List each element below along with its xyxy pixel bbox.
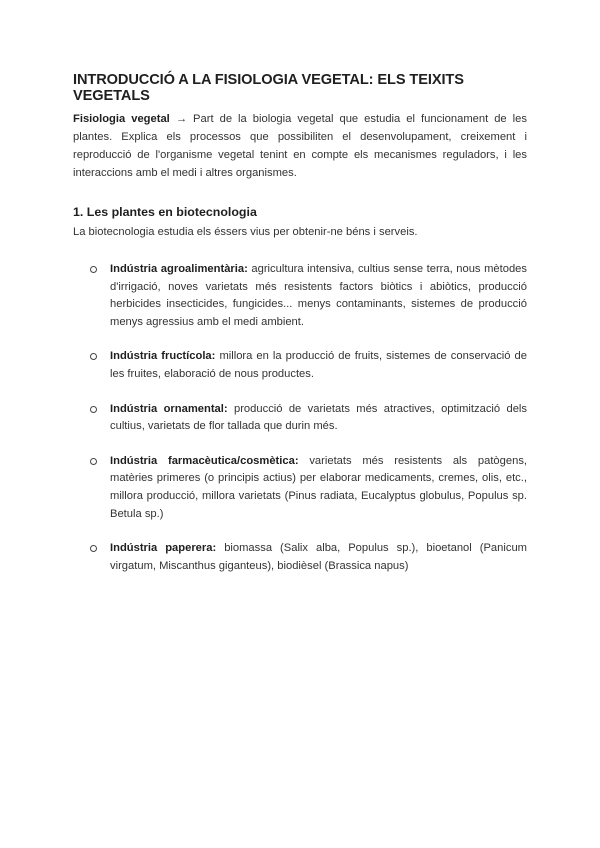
- circle-bullet-icon: [90, 406, 97, 413]
- list-item: [90, 540, 527, 575]
- definition-text: Part de la biologia vegetal que estudia el funcionament de les plantes. Explica els processos que possibiliten el desenvolupament, creixement i reproducció de l'organisme vegetal tenint en compte els mecanismes reguladors, i les interaccions amb el medi i altres organismes.: [73, 113, 527, 179]
- list-item: [90, 348, 527, 383]
- list-item: [90, 453, 527, 523]
- list-item-text: biomassa (Salix alba, Populus sp.), bioetanol (Panicum virgatum, Miscanthus giganteus), biodièsel (Brassica napus): [110, 542, 527, 572]
- circle-bullet-icon: [90, 266, 97, 273]
- list-item-label: Indústria fructícola:: [110, 350, 216, 363]
- list-item-text: millora en la producció de fruits, sistemes de conservació de les fruites, elaboració de nous productes.: [110, 350, 527, 380]
- definition-term: Fisiologia vegetal: [73, 113, 170, 125]
- circle-bullet-icon: [90, 458, 97, 465]
- list-item: [90, 261, 527, 331]
- list-item-text: varietats més resistents als patògens, matèries primeres (o principis actius) per elaborar medicaments, cremes, olis, etc., millora producció, millora varietats (Pinus radiata, Eucalyptus globulus, Populus sp. Betula sp.): [110, 454, 528, 520]
- list-item-label: Indústria paperera:: [110, 542, 217, 555]
- industry-list: [73, 261, 527, 575]
- circle-bullet-icon: [90, 353, 97, 360]
- list-item-label: Indústria farmacèutica/cosmètica:: [110, 454, 299, 467]
- list-item-text: producció de varietats més atractives, optimització dels cultius, varietats de flor tallada que durin més.: [110, 402, 528, 433]
- section-intro: La biotecnologia estudia els éssers vius per obtenir-ne béns i serveis.: [73, 226, 418, 238]
- section-title: 1. Les plantes en biotecnologia: [73, 205, 257, 219]
- list-item-label: Indústria agroalimentària:: [110, 263, 248, 275]
- arrow-glyph: →: [175, 113, 188, 125]
- definition-paragraph: [73, 110, 527, 182]
- document-title: INTRODUCCIÓ A LA FISIOLOGIA VEGETAL: ELS TEIXITS VEGETALS: [73, 72, 464, 104]
- list-item: [90, 401, 527, 436]
- circle-bullet-icon: [90, 545, 97, 552]
- list-item-text: agricultura intensiva, cultius sense terra, nous mètodes d'irrigació, noves varietats més resistents factors biòtics i abiòtics, producció herbicides insecticides, fungicides... menys contaminants, sistemes de producció menys agressius amb el medi ambient.: [110, 263, 527, 328]
- list-item-label: Indústria ornamental:: [110, 402, 228, 415]
